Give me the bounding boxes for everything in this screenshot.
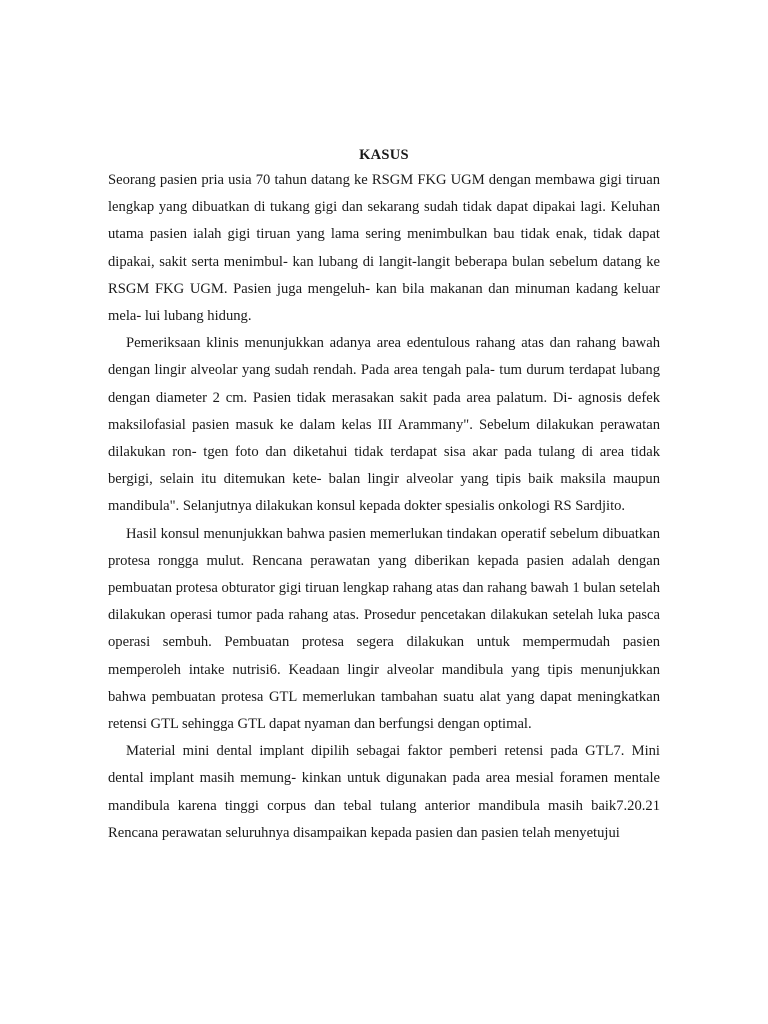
document-title: KASUS (359, 147, 409, 163)
paragraph-1: Seorang pasien pria usia 70 tahun datang ke RSGM FKG UGM dengan membawa gigi tiruan lengkap yang dibuatkan di tukang gigi dan sekarang sudah tidak dapat dipakai lagi. Keluhan utama pasien ialah gigi tiruan yang lama sering menimbulkan bau tidak enak, tidak dapat dipakai, sakit serta menimbul- kan lubang di langit-langit beberapa bulan sebelum datang ke RSGM FKG UGM. Pasien juga mengeluh- kan bila makanan dan minuman kadang keluar mela- lui lubang hidung. (108, 172, 660, 325)
paragraph-2: Pemeriksaan klinis menunjukkan adanya area edentulous rahang atas dan rahang bawah dengan lingir alveolar yang sudah rendah. Pada area tengah pala- tum durum terdapat lubang dengan diameter 2 cm. Pasien tidak merasakan sakit pada area palatum. Di- agnosis defek maksilofasial pasien masuk ke dalam kelas III Arammany". Sebelum dilakukan perawatan dilakukan ron- tgen foto dan diketahui tidak terdapat sisa akar pada tulang di area tidak bergigi, selain itu ditemukan kete- balan lingir alveolar yang tipis baik maksila maupun mandibula". Selanjutnya dilakukan konsul kepada dokter spesialis onkologi RS Sardjito. (108, 335, 660, 515)
document-page (108, 146, 660, 847)
paragraph-4: Material mini dental implant dipilih sebagai faktor pemberi retensi pada GTL7. Mini dental implant masih memung- kinkan untuk digunakan pada area mesial foramen mentale mandibula karena tinggi corpus dan tebal tulang anterior mandibula masih baik7.20.21 Rencana perawatan seluruhnya disampaikan kepada pasien dan pasien telah menyetujui (108, 743, 660, 841)
paragraph-3: Hasil konsul menunjukkan bahwa pasien memerlukan tindakan operatif sebelum dibuatkan protesa rongga mulut. Rencana perawatan yang diberikan kepada pasien adalah dengan pembuatan protesa obturator gigi tiruan lengkap rahang atas dan rahang bawah 1 bulan setelah dilakukan operasi tumor pada rahang atas. Prosedur pencetakan dilakukan setelah luka pasca operasi sembuh. Pembuatan protesa segera dilakukan untuk mempermudah pasien memperoleh intake nutrisi6. Keadaan lingir alveolar mandibula yang tipis menunjukkan bahwa pembuatan protesa GTL memerlukan tambahan suatu alat yang dapat meningkatkan retensi GTL sehingga GTL dapat nyaman dan berfungsi dengan optimal. (108, 525, 660, 733)
